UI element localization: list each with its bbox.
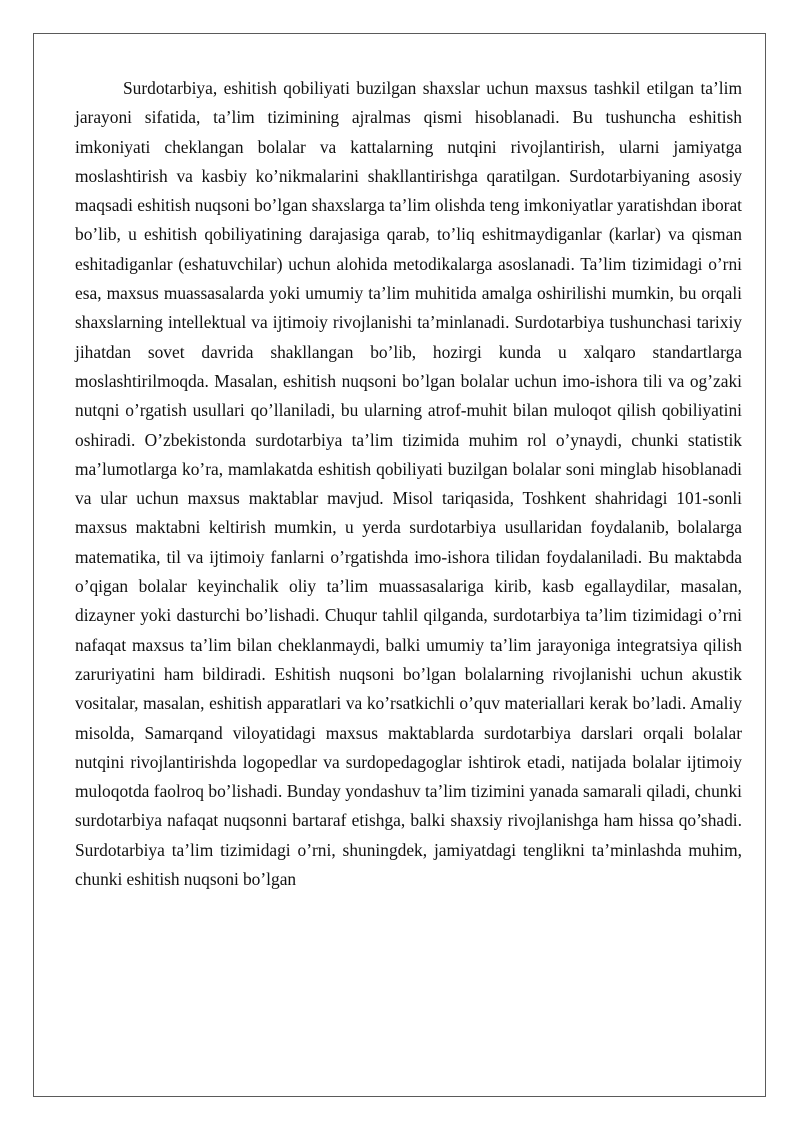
body-paragraph: Surdotarbiya, eshitish qobiliyati buzilgan shaxslar uchun maxsus tashkil etilgan ta’lim jarayoni sifatida, ta’lim tizimining ajralmas qismi hisoblanadi. Bu tushuncha eshitish imkoniyati cheklangan bolalar va kattalarning nutqini rivojlantirish, ularni jamiyatga moslashtirish va kasbiy ko’nikmalarini shakllantirishga qaratilgan. Surdotarbiyaning asosiy maqsadi eshitish nuqsoni bo’lgan shaxslarga ta’lim olishda teng imkoniyatlar yaratishdan iborat bo’lib, u eshitish qobiliyatining darajasiga qarab, to’liq eshitmaydiganlar (karlar) va qisman eshitadiganlar (eshatuvchilar) uchun alohida metodikalarga asoslanadi. Ta’lim tizimidagi o’rni esa, maxsus muassasalarda yoki umumiy ta’lim muhitida amalga oshirilishi mumkin, bu orqali shaxslarning intellektual va ijtimoiy rivojlanishi ta’minlanadi. Surdotarbiya tushunchasi tarixiy jihatdan sovet davrida shakllangan bo’lib, hozirgi kunda u xalqaro standartlarga moslashtirilmoqda. Masalan, eshitish nuqsoni bo’lgan bolalar uchun imo-ishora tili va og’zaki nutqni o’rgatish usullari qo’llaniladi, bu ularning atrof-muhit bilan muloqot qilish qobiliyatini oshiradi. O’zbekistonda surdotarbiya ta’lim tizimida muhim rol o’ynaydi, chunki statistik ma’lumotlarga ko’ra, mamlakatda eshitish qobiliyati buzilgan bolalar soni minglab hisoblanadi va ular uchun maxsus maktablar mavjud. Misol tariqasida, Toshkent shahridagi 101-sonli maxsus maktabni keltirish mumkin, u yerda surdotarbiya usullaridan foydalanib, bolalarga matematika, til va ijtimoiy fanlarni o’rgatishda imo-ishora tilidan foydalaniladi. Bu maktabda o’qigan bolalar keyinchalik oliy ta’lim muassasalariga kirib, kasb egallaydilar, masalan, dizayner yoki dasturchi bo’lishadi. Chuqur tahlil qilganda, surdotarbiya ta’lim tizimidagi o’rni nafaqat maxsus ta’lim bilan cheklanmaydi, balki umumiy ta’lim jarayoniga integratsiya qilish zaruriyatini ham bildiradi. Eshitish nuqsoni bo’lgan bolalarning rivojlanishi uchun akustik vositalar, masalan, eshitish apparatlari va ko’rsatkichli o’quv materiallari kerak bo’ladi. Amaliy misolda, Samarqand viloyatidagi maxsus maktablarda surdotarbiya darslari orqali bolalar nutqini rivojlantirishda logopedlar va surdopedagoglar ishtirok etadi, natijada bolalar ijtimoiy muloqotda faolroq bo’lishadi. Bunday yondashuv ta’lim tizimini yanada samarali qiladi, chunki surdotarbiya nafaqat nuqsonni bartaraf etishga, balki shaxsiy rivojlanishga ham hissa qo’shadi. Surdotarbiya ta’lim tizimidagi o’rni, shuningdek, jamiyatdagi tenglikni ta’minlashda muhim, chunki eshitish nuqsoni bo’lgan bbox=[75, 78, 742, 890]
